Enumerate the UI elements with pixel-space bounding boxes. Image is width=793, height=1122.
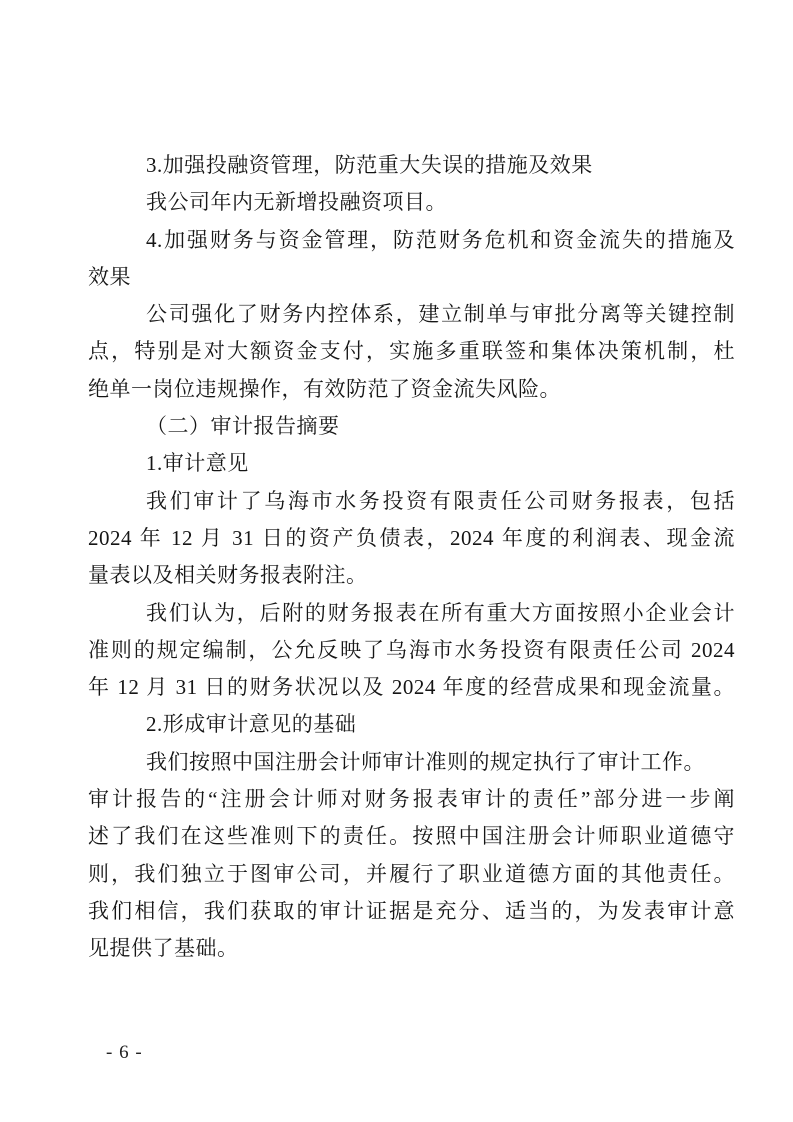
text-line: 我们审计了乌海市水务投资有限责任公司财务报表，包括 (146, 488, 735, 513)
text-line: 见提供了基础。 (88, 936, 239, 961)
text-line: 年 12 月 31 日的财务状况以及 2024 年度的经营成果和现金流量。 (88, 675, 735, 700)
text-line: 述了我们在这些准则下的责任。按照中国注册会计师职业道德守 (88, 824, 735, 849)
text-line: 2024 年 12 月 31 日的资产负债表，2024 年度的利润表、现金流 (88, 525, 735, 550)
text-line: 我们按照中国注册会计师审计准则的规定执行了审计工作。 (146, 749, 705, 774)
text-line: 绝单一岗位违规操作，有效防范了资金流失风险。 (88, 376, 561, 401)
text-line: 4.加强财务与资金管理，防范财务危机和资金流失的措施及 (146, 227, 735, 252)
text-line: 3.加强投融资管理，防范重大失误的措施及效果 (146, 153, 593, 177)
text-line: 公司强化了财务内控体系，建立制单与审批分离等关键控制 (146, 302, 735, 327)
text-line: 效果 (88, 264, 131, 289)
text-line: 点，特别是对大额资金支付，实施多重联签和集体决策机制，杜 (88, 339, 735, 364)
text-line: 审计报告的“注册会计师对财务报表审计的责任”部分进一步阐 (88, 787, 735, 812)
text-line: 则，我们独立于图审公司，并履行了职业道德方面的其他责任。 (88, 861, 735, 886)
document-body (88, 147, 735, 968)
text-line: 我们认为，后附的财务报表在所有重大方面按照小企业会计 (146, 600, 735, 625)
text-line: 1.审计意见 (146, 451, 249, 476)
text-line: 我们相信，我们获取的审计证据是充分、适当的，为发表审计意 (88, 898, 735, 923)
page-number: - 6 - (106, 1042, 143, 1063)
text-line: 我公司年内无新增投融资项目。 (146, 190, 447, 215)
text-line: （二）审计报告摘要 (146, 414, 340, 439)
text-line: 准则的规定编制，公允反映了乌海市水务投资有限责任公司 2024 (88, 637, 735, 662)
text-line: 量表以及相关财务报表附注。 (88, 563, 368, 588)
text-line: 2.形成审计意见的基础 (146, 712, 357, 737)
